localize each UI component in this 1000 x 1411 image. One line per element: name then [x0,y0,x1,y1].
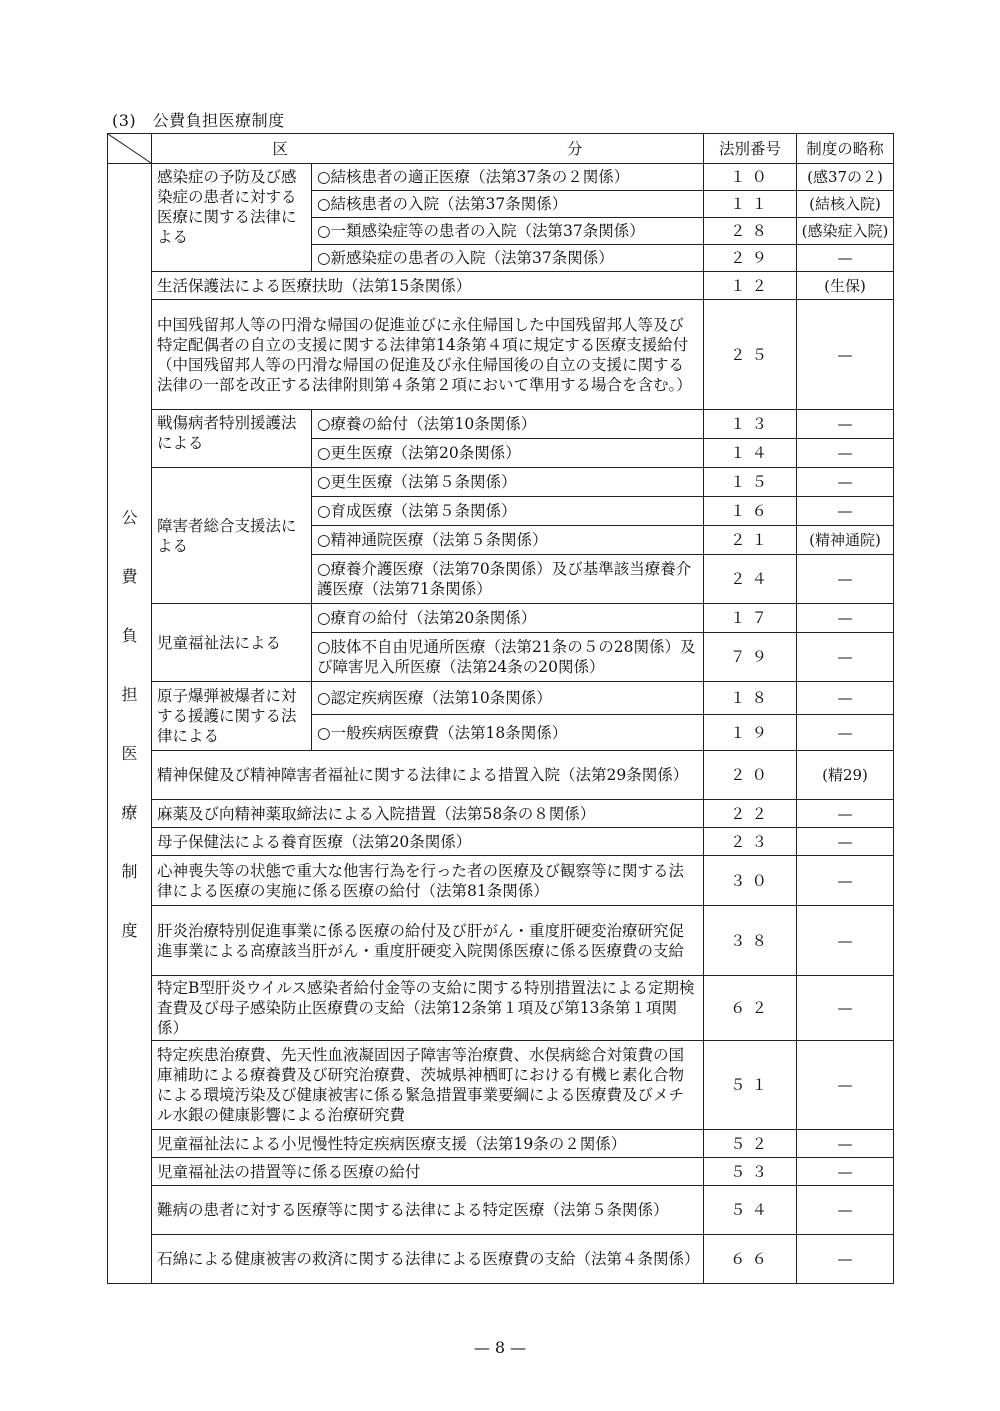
item-text: ○結核患者の入院（法第37条関係） [312,191,704,218]
row-abbr: — [797,1158,894,1186]
item-number: ２４ [704,555,797,604]
table-row [108,1041,894,1130]
table-row [108,828,894,856]
row-number: ２５ [704,300,797,410]
table-row [108,751,894,800]
table-row [108,164,894,191]
item-number: １１ [704,191,797,218]
table-row [108,604,894,633]
section-heading: (3) 公費負担医療制度 [112,111,285,130]
table-row [108,1130,894,1158]
item-text: ○結核患者の適正医療（法第37条の２関係） [312,164,704,191]
item-abbr: (精神通院) [797,526,894,555]
row-text: 石綿による健康被害の救済に関する法律による医療費の支給（法第４条関係） [152,1235,704,1284]
header-abbr: 制度の略称 [797,134,894,164]
row-text: 母子保健法による養育医療（法第20条関係） [152,828,704,856]
item-text: ○育成医療（法第５条関係） [312,497,704,526]
item-number: ２１ [704,526,797,555]
item-text: ○更生医療（法第20条関係） [312,439,704,468]
category-disability-support: 障害者総合支援法による [152,468,312,604]
table-row [108,800,894,828]
item-text: ○療養の給付（法第10条関係） [312,410,704,439]
row-text: 児童福祉法の措置等に係る医療の給付 [152,1158,704,1186]
row-number: ５１ [704,1041,797,1130]
row-text: 心神喪失等の状態で重大な他害行為を行った者の医療及び観察等に関する法律による医療の実施に係る医療の給付（法第81条関係） [152,856,704,906]
item-abbr: — [797,682,894,715]
item-text: ○精神通院医療（法第５条関係） [312,526,704,555]
item-abbr: — [797,633,894,682]
item-abbr: — [797,410,894,439]
table-row [108,1235,894,1284]
row-text: 児童福祉法による小児慢性特定疾病医療支援（法第19条の２関係） [152,1130,704,1158]
item-text: ○療養介護医療（法第70条関係）及び基準該当療養介護医療（法第71条関係） [312,555,704,604]
item-number: １３ [704,410,797,439]
item-abbr: — [797,604,894,633]
item-abbr: (感染症入院) [797,218,894,245]
item-abbr: (感37の２) [797,164,894,191]
table-row [108,300,894,410]
row-number: ２０ [704,751,797,800]
item-number: １９ [704,715,797,751]
row-abbr: — [797,1186,894,1235]
row-abbr: — [797,828,894,856]
row-text: 生活保護法による医療扶助（法第15条関係） [152,272,704,300]
table-row [108,1186,894,1235]
vertical-label-cell [108,164,152,1284]
row-text: 肝炎治療特別促進事業に係る医療の給付及び肝がん・重度肝硬変治療研究促進事業による高療該当肝がん・重度肝硬変入院関係医療に係る医療費の支給 [152,906,704,976]
row-number: １２ [704,272,797,300]
row-abbr: — [797,1235,894,1284]
row-number: ６６ [704,1235,797,1284]
category-infectious-disease: 感染症の予防及び感染症の患者に対する医療に関する法律による [152,164,312,272]
vertical-label: 公 費 負 担 医 療 制 度 [121,507,138,940]
row-number: ２３ [704,828,797,856]
row-abbr: — [797,906,894,976]
row-number: ６２ [704,976,797,1041]
row-abbr: — [797,1041,894,1130]
row-text: 難病の患者に対する医療等に関する法律による特定医療（法第５条関係） [152,1186,704,1235]
table-row [108,976,894,1041]
table-row [108,468,894,497]
item-text: ○新感染症の患者の入院（法第37条関係） [312,245,704,272]
item-number: １０ [704,164,797,191]
row-abbr: (生保) [797,272,894,300]
item-text: ○一類感染症等の患者の入院（法第37条関係） [312,218,704,245]
row-text: 特定B型肝炎ウイルス感染者給付金等の支給に関する特別措置法による定期検査費及び母子感染防止医療費の支給（法第12条第１項及び第13条第１項関係） [152,976,704,1041]
item-number: ２９ [704,245,797,272]
row-number: ５３ [704,1158,797,1186]
row-text: 精神保健及び精神障害者福祉に関する法律による措置入院（法第29条関係） [152,751,704,800]
item-abbr: — [797,497,894,526]
category-atomic-bomb: 原子爆弾被爆者に対する援護に関する法律による [152,682,312,751]
item-abbr: — [797,468,894,497]
diagonal-corner-cell [108,134,152,164]
header-section: 区 分 [152,134,704,164]
row-abbr: — [797,800,894,828]
item-text: ○肢体不自由児通所医療（法第21条の５の28関係）及び障害児入所医療（法第24条の20関係） [312,633,704,682]
row-number: ３８ [704,906,797,976]
page-number: — 8 — [473,1338,527,1357]
item-number: ７９ [704,633,797,682]
item-abbr: — [797,245,894,272]
category-child-welfare: 児童福祉法による [152,604,312,682]
item-number: ２８ [704,218,797,245]
header-number: 法別番号 [704,134,797,164]
table-header-row [108,134,894,164]
item-abbr: — [797,715,894,751]
row-abbr: (精29) [797,751,894,800]
item-text: ○認定疾病医療（法第10条関係） [312,682,704,715]
item-abbr: — [797,439,894,468]
row-text: 中国残留邦人等の円滑な帰国の促進並びに永住帰国した中国残留邦人等及び特定配偶者の自立の支援に関する法律第14条第４項に規定する医療支援給付（中国残留邦人等の円滑な帰国の促進及び永住帰国後の自立の支援に関する法律の一部を改正する法律附則第４条第２項において準用する場合を含む。） [152,300,704,410]
item-number: １４ [704,439,797,468]
table-row [108,906,894,976]
row-abbr: — [797,1130,894,1158]
category-war-injured: 戦傷病者特別援護法による [152,410,312,468]
row-number: ５４ [704,1186,797,1235]
table-row [108,272,894,300]
item-text: ○一般疾病医療費（法第18条関係） [312,715,704,751]
row-abbr: — [797,856,894,906]
row-number: ５２ [704,1130,797,1158]
table-row [108,682,894,715]
item-number: １７ [704,604,797,633]
table-row [108,410,894,439]
item-text: ○療育の給付（法第20条関係） [312,604,704,633]
item-number: １５ [704,468,797,497]
item-number: １８ [704,682,797,715]
diagonal-line [108,134,151,163]
row-text: 麻薬及び向精神薬取締法による入院措置（法第58条の８関係） [152,800,704,828]
row-abbr: — [797,300,894,410]
table-row [108,1158,894,1186]
item-number: １６ [704,497,797,526]
public-expense-table [107,133,894,1284]
table-row [108,856,894,906]
item-abbr: — [797,555,894,604]
row-number: ２２ [704,800,797,828]
row-abbr: — [797,976,894,1041]
row-text: 特定疾患治療費、先天性血液凝固因子障害等治療費、水俣病総合対策費の国庫補助による療養費及び研究治療費、茨城県神栖町における有機ヒ素化合物による環境汚染及び健康被害に係る緊急措置事業要綱による医療費及びメチル水銀の健康影響による治療研究費 [152,1041,704,1130]
item-text: ○更生医療（法第５条関係） [312,468,704,497]
item-abbr: (結核入院) [797,191,894,218]
row-number: ３０ [704,856,797,906]
